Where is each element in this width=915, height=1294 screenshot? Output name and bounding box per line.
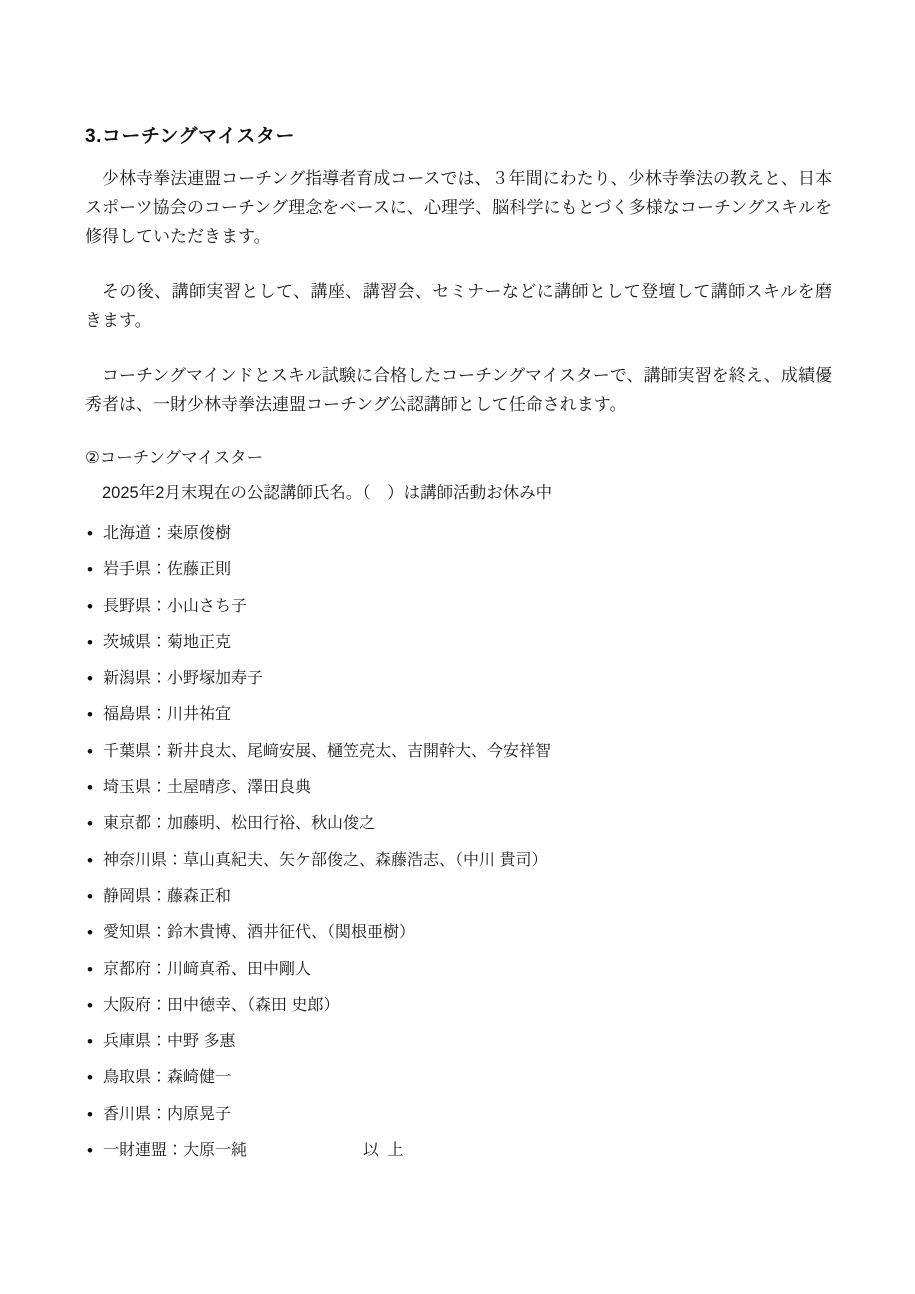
instructor-entry-text: 埼玉県：土屋晴彦、澤田良典 <box>103 779 312 797</box>
instructor-list-item <box>85 1068 832 1088</box>
instructor-entry-text: 愛知県：鈴木貴博、酒井征代、（関根亜樹） <box>103 924 416 942</box>
instructor-entry-text: 大阪府：田中徳幸、（森田 史郎） <box>103 996 340 1014</box>
instructor-list-item <box>85 996 832 1016</box>
closing-label: 以 上 <box>363 1142 406 1160</box>
instructor-entry-text: 新潟県：小野塚加寿子 <box>103 670 264 688</box>
instructor-list-item <box>85 669 832 689</box>
intro-paragraph-2: その後、講師実習として、講座、講習会、セミナーなどに講師として登壇して講師スキルを磨きます。 <box>85 282 832 330</box>
section-heading: 3.コーチングマイスター <box>85 126 295 147</box>
instructor-entry-text: 東京都：加藤明、松田行裕、秋山俊之 <box>103 815 376 833</box>
instructor-list-intro: 2025年2月末現在の公認講師氏名。（ ）は講師活動お休み中 <box>102 484 553 502</box>
instructor-entry-text: 神奈川県：草山真紀夫、矢ケ部俊之、森藤浩志、（中川 貴司） <box>103 851 548 869</box>
instructor-entry-text: 北海道：桒原俊樹 <box>103 525 232 542</box>
instructor-list-item <box>85 851 832 871</box>
subsection-heading: ②コーチングマイスター <box>85 449 264 467</box>
instructor-list-item <box>85 887 832 907</box>
instructor-entry-text: 福島県：川井祐宜 <box>103 706 232 724</box>
instructor-list-item <box>85 923 832 943</box>
instructor-list-item <box>85 814 832 834</box>
intro-paragraph-3: コーチングマインドとスキル試験に合格したコーチングマイスターで、講師実習を終え、成績優秀者は、一財少林寺拳法連盟コーチング公認講師として任命されます。 <box>85 366 832 414</box>
instructor-list-item <box>85 633 832 653</box>
instructor-list-item <box>85 1032 832 1052</box>
instructor-entry-text: 香川県：内原晃子 <box>103 1105 232 1123</box>
instructor-entry-text: 岩手県：佐藤正則 <box>103 561 232 579</box>
instructor-entry-text: 鳥取県：森崎健一 <box>103 1069 232 1087</box>
instructor-entry-text: 静岡県：藤森正和 <box>103 887 232 905</box>
instructor-list-item <box>85 778 832 798</box>
instructor-list-item <box>85 705 832 725</box>
instructor-entry-text: 一財連盟：大原一純 <box>103 1142 248 1160</box>
instructor-list-item <box>85 560 832 580</box>
instructor-list-item <box>85 1105 832 1125</box>
instructor-list-item <box>85 597 832 617</box>
instructor-list-item <box>85 742 832 762</box>
instructor-list <box>85 524 832 1161</box>
instructor-list-item <box>85 1141 832 1161</box>
instructor-entry-text: 茨城県：菊地正克 <box>103 633 232 651</box>
instructor-entry-text: 京都府：川﨑真希、田中剛人 <box>103 960 312 978</box>
instructor-entry-text: 長野県：小山さち子 <box>103 597 248 615</box>
instructor-entry-text: 兵庫県：中野 多惠 <box>103 1033 236 1051</box>
instructor-list-item <box>85 960 832 980</box>
intro-paragraph-1: 少林寺拳法連盟コーチング指導者育成コースでは、３年間にわたり、少林寺拳法の教えと、日本スポーツ協会のコーチング理念をベースに、心理学、脳科学にもとづく多様なコーチングスキルを修得していただきます。 <box>85 169 832 246</box>
instructor-list-item <box>85 524 832 544</box>
instructor-entry-text: 千葉県：新井良太、尾﨑安展、樋笠亮太、吉開幹大、今安祥智 <box>103 742 552 760</box>
